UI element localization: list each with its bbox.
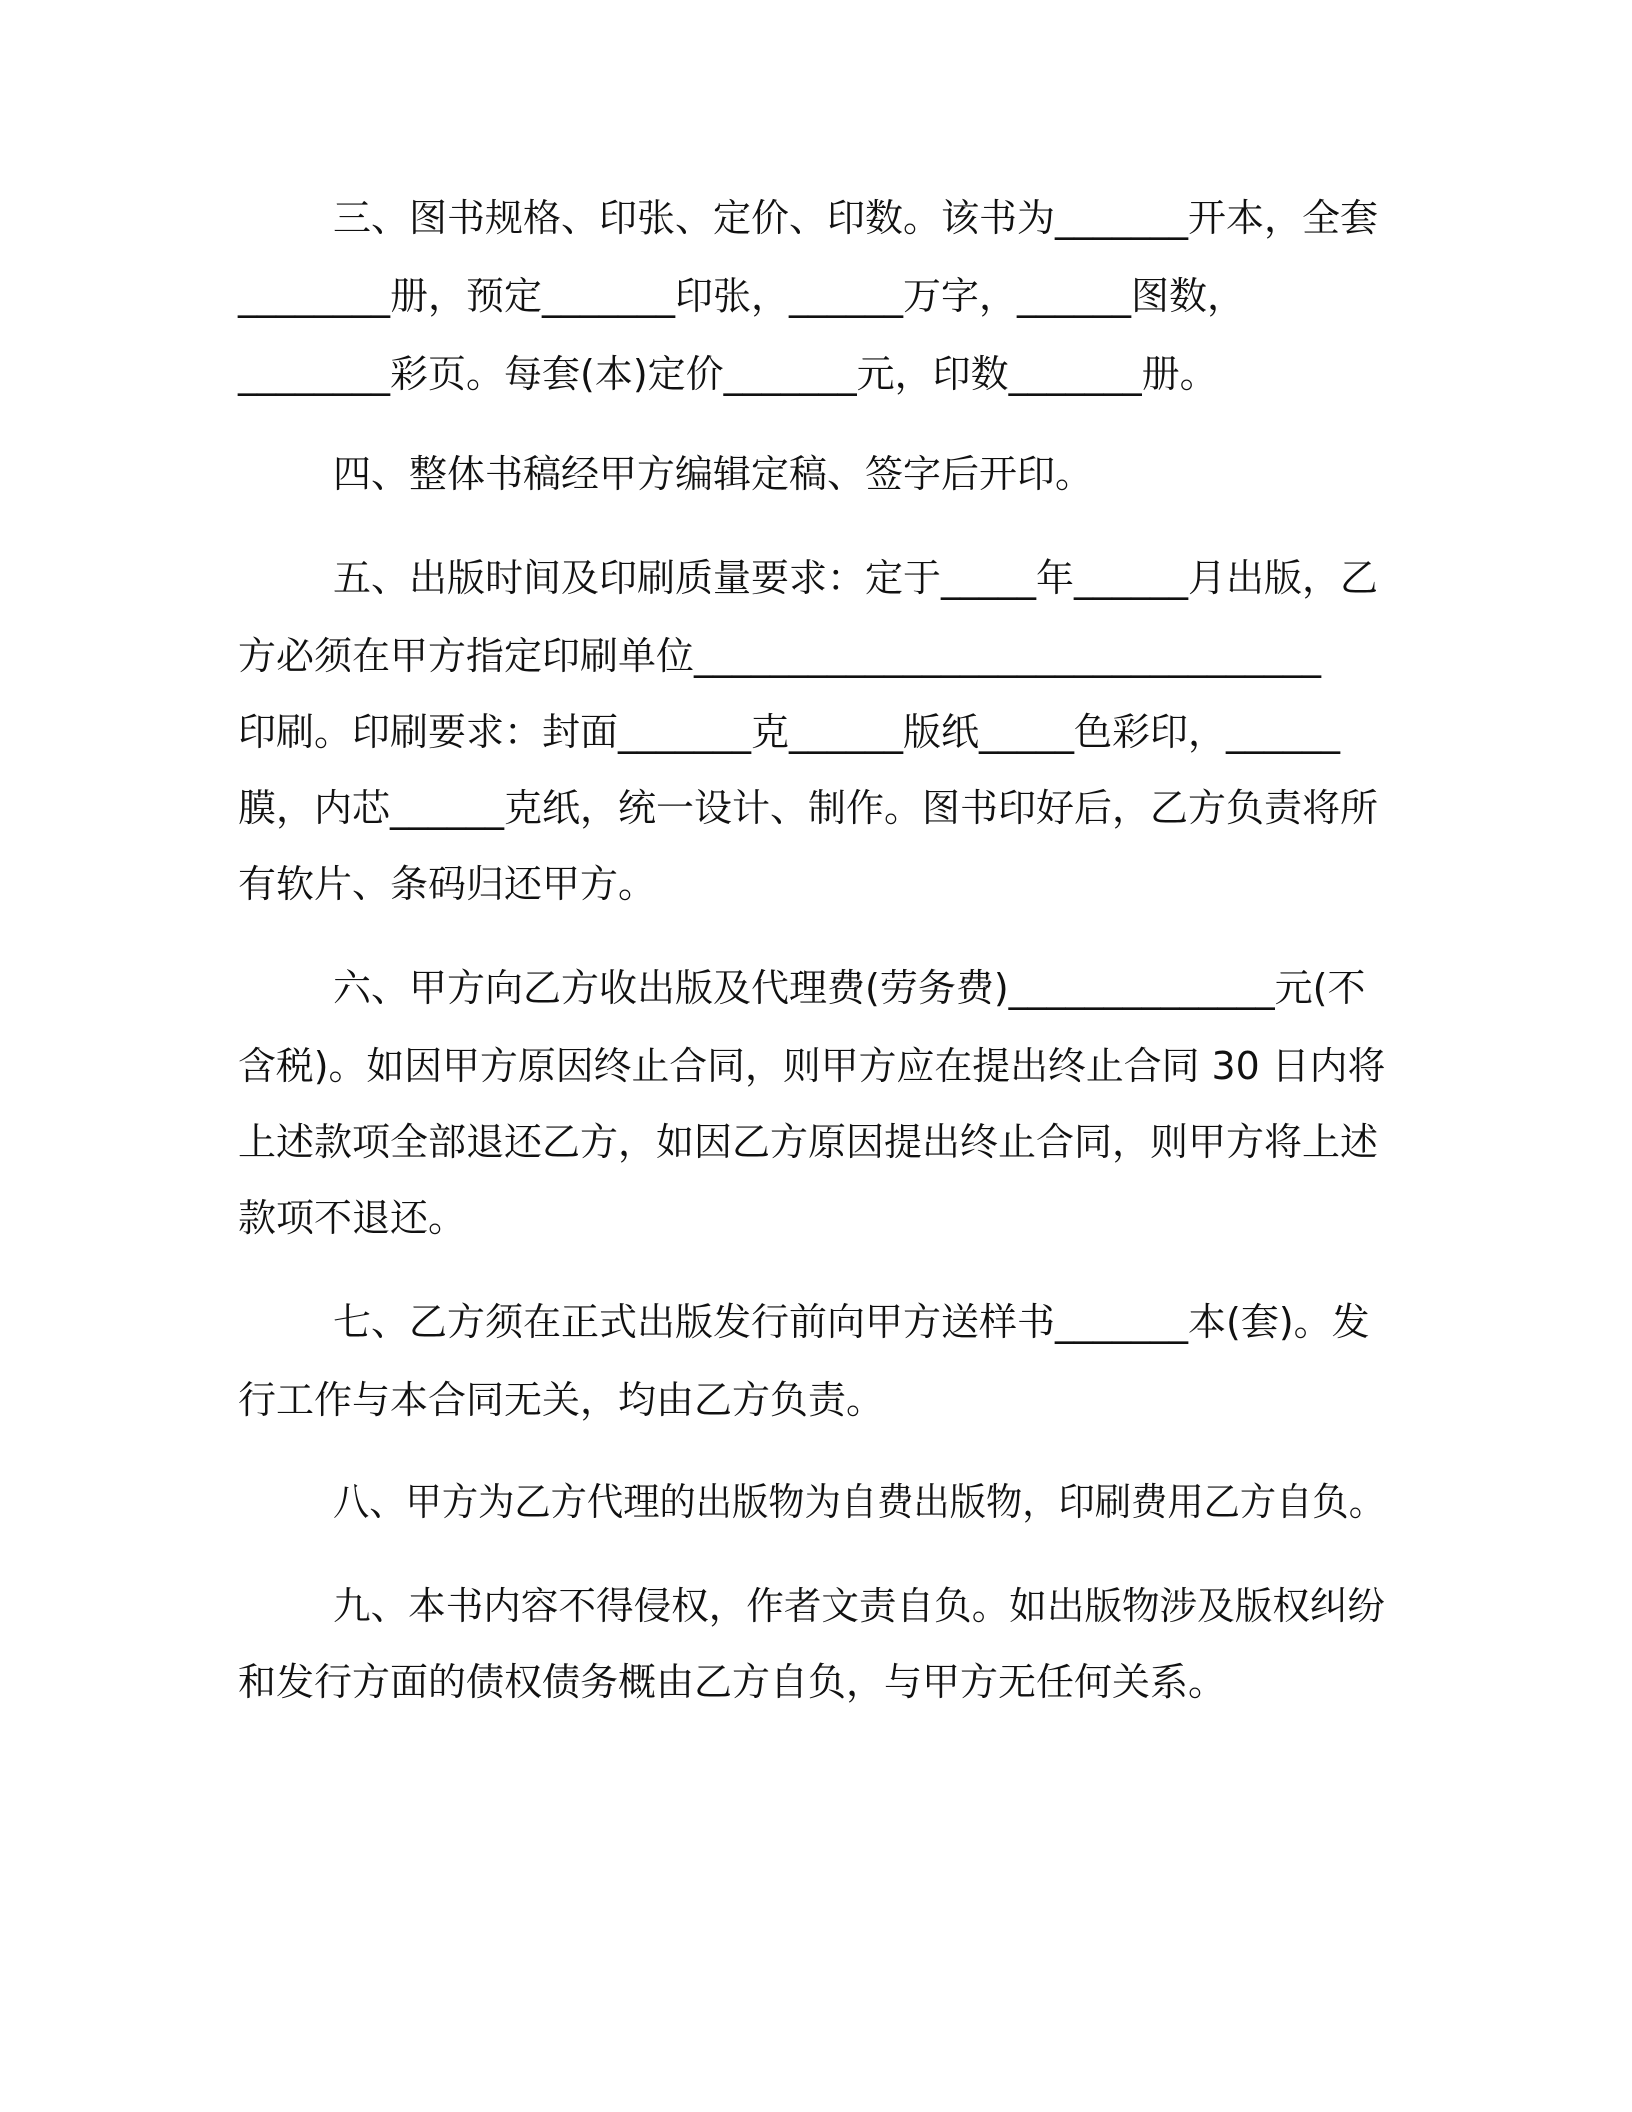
text-line: 方必须在甲方指定印刷单位_________________________________: [238, 634, 1322, 678]
text-line: ________彩页。每套(本)定价_______元，印数_______册。: [238, 352, 1218, 396]
text-line: 八、甲方为乙方代理的出版物为自费出版物，印刷费用乙方自负。: [333, 1480, 1385, 1524]
text-line: 七、乙方须在正式出版发行前向甲方送样书_______本(套)。发: [333, 1300, 1370, 1344]
text-line: 膜，内芯______克纸，统一设计、制作。图书印好后，乙方负责将所: [238, 786, 1379, 830]
text-line: 六、甲方向乙方收出版及代理费(劳务费)______________元(不: [333, 966, 1366, 1010]
text-line: 和发行方面的债权债务概由乙方自负，与甲方无任何关系。: [238, 1660, 1227, 1704]
text-line: 印刷。印刷要求：封面_______克______版纸_____色彩印，______: [238, 710, 1341, 754]
text-line: 款项不退还。: [238, 1196, 467, 1240]
text-line: 行工作与本合同无关，均由乙方负责。: [238, 1378, 885, 1422]
text-line: ________册，预定_______印张，______万字，______图数，: [238, 274, 1246, 318]
text-line: 上述款项全部退还乙方，如因乙方原因提出终止合同，则甲方将上述: [238, 1120, 1379, 1164]
text-line: 五、出版时间及印刷质量要求：定于_____年______月出版，乙: [333, 556, 1379, 600]
text-line: 四、整体书稿经甲方编辑定稿、签字后开印。: [333, 452, 1094, 496]
text-line: 三、图书规格、印张、定价、印数。该书为_______开本，全套: [333, 196, 1379, 240]
text-line: 九、本书内容不得侵权，作者文责自负。如出版物涉及版权纠纷: [333, 1584, 1385, 1628]
text-line: 有软片、条码归还甲方。: [238, 862, 657, 906]
text-line: 含税)。如因甲方原因终止合同，则甲方应在提出终止合同 30 日内将: [238, 1044, 1386, 1088]
